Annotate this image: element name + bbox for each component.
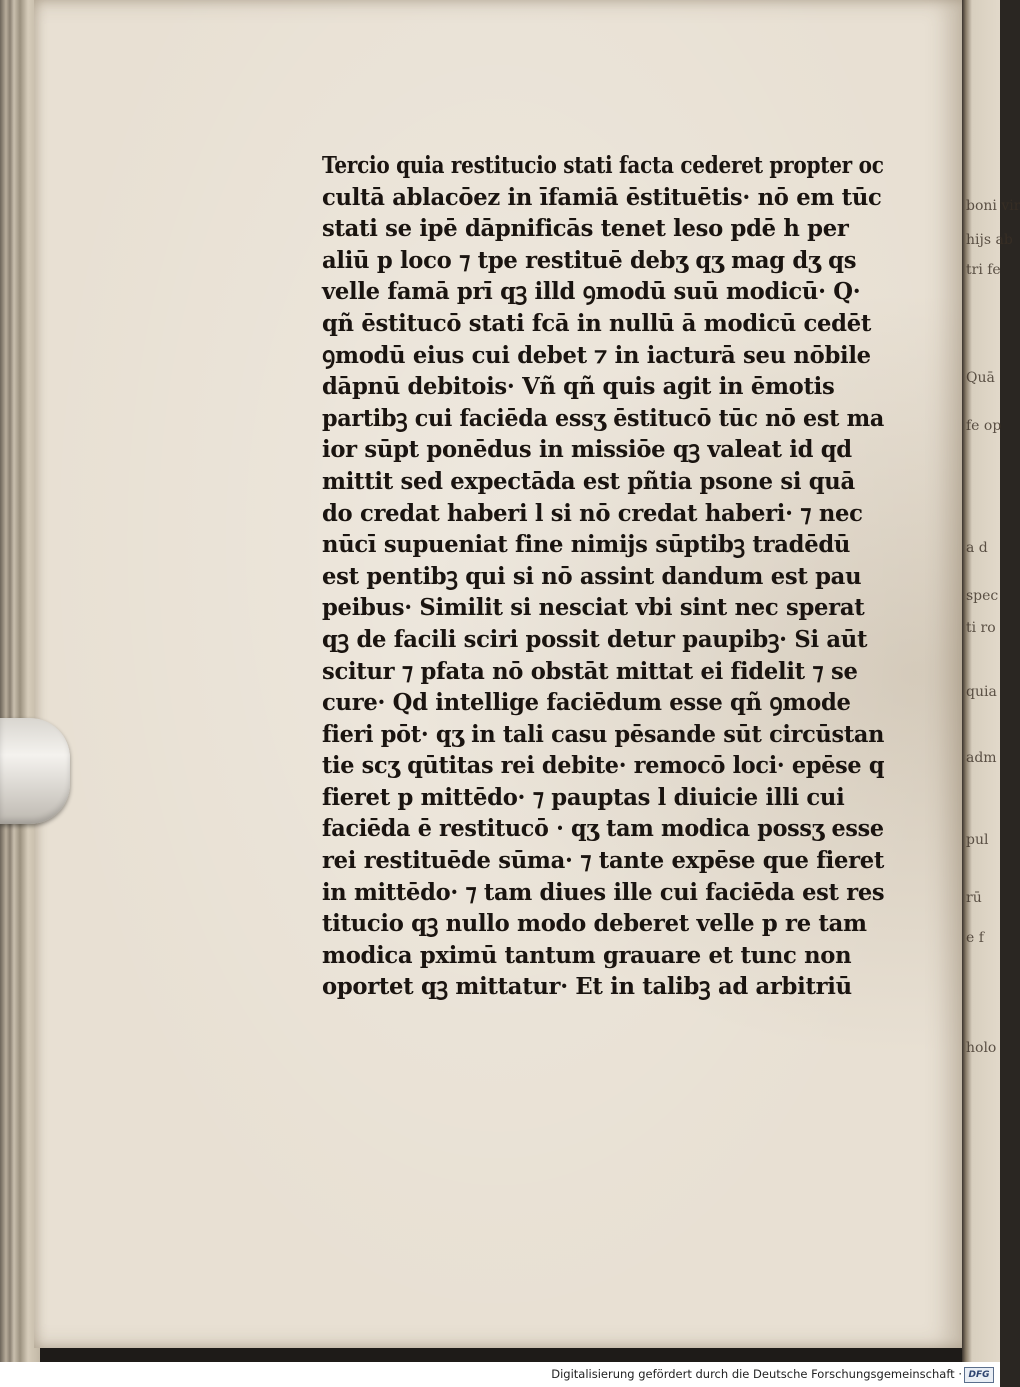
text-line: mittit sed expectāda est pñtia psone si quā: [322, 467, 855, 495]
facing-page-fragment: a d: [966, 540, 988, 556]
facing-page-fragment: quia: [966, 684, 997, 700]
facing-page-fragment: pul: [966, 832, 989, 848]
text-line: fieret p mittēdo· ⁊ pauptas l diuicie illi cui: [322, 783, 845, 811]
facing-page-edge: [962, 0, 1020, 1362]
text-line: modica pximū tantum grauare et tunc non: [322, 941, 852, 969]
facing-page-fragment: spec: [966, 588, 999, 604]
facing-page-fragment: rū: [966, 890, 982, 906]
facing-page-fragment: boni vir: [966, 198, 1020, 214]
text-line: aliū p loco ⁊ tpe restituē debʒ qʒ mag dʒ qs: [322, 246, 857, 274]
facing-page-fragment: ti ro: [966, 620, 996, 636]
facing-page-fragment: tri fe: [966, 262, 1001, 278]
text-line: fieri pōt· qʒ in tali casu pēsande sūt circūstan: [322, 720, 885, 748]
text-line: est pentibꝫ qui si nō assint dandum est pau: [322, 562, 862, 590]
facing-page-fragment: holo: [966, 1040, 997, 1056]
text-line: cultā ablacōez in īfamiā ēstituētis· nō em tūc: [322, 183, 882, 211]
text-line: Tercio quia restitucio stati facta cederet propter oc: [322, 152, 884, 179]
text-line: scitur ⁊ pfata nō obstāt mittat ei fidelit ⁊ se: [322, 657, 858, 685]
text-line: peibus· Similit si nesciat vbi sint nec sperat: [322, 594, 865, 622]
text-line: titucio qꝫ nullo modo deberet velle p re tam: [322, 910, 867, 938]
text-line: rei restituēde sūma· ⁊ tante expēse que fieret: [322, 847, 885, 875]
facing-page-fragment: hijs ab: [966, 232, 1013, 248]
text-line: do credat haberi l si nō credat haberi· ⁊ nec: [322, 499, 863, 527]
text-line: tie scʒ qūtitas rei debite· remocō loci· epēse q: [322, 752, 885, 780]
text-line: qñ ēstitucō stati fcā in nullū ā modicū cedēt: [322, 309, 872, 337]
text-block: [322, 150, 892, 1003]
text-line: partibꝫ cui faciēda essʒ ēstitucō tūc nō est ma: [322, 404, 884, 432]
text-line: qꝫ de facili sciri possit detur paupibꝫ· Si aūt: [322, 625, 868, 653]
dfg-logo-icon: DFG: [964, 1367, 994, 1383]
text-line: dāpnū debitois· Vñ qñ quis agit in ēmotis: [322, 373, 835, 401]
bookmark-tab: [0, 718, 70, 824]
text-line: faciēda ē restitucō · qʒ tam modica possʒ esse: [322, 815, 884, 843]
footer-credit: Digitalisierung gefördert durch die Deutsche Forschungsgemeinschaft ·: [551, 1367, 962, 1381]
text-line: ior sūpt ponēdus in missiōe qꝫ valeat id qd: [322, 436, 852, 464]
facing-page-fragment: Quā: [966, 370, 995, 386]
text-line: cure· Qd intellige faciēdum esse qñ ꝯmode: [322, 689, 851, 717]
text-line: oportet qꝫ mittatur· Et in talibꝫ ad arbitriū: [322, 973, 852, 1001]
text-line: in mittēdo· ⁊ tam diues ille cui faciēda est res: [322, 878, 885, 906]
text-line: velle famā prī qꝫ illd ꝯmodū suū modicū· Q·: [322, 278, 861, 306]
text-line: stati se ipē dāpnificās tenet leso pdē h per: [322, 215, 849, 243]
facing-page-fragment: fe op: [966, 418, 1002, 434]
text-line: ꝯmodū eius cui debet ⁊ in iacturā seu nōbile: [322, 341, 871, 369]
facing-page-fragment: e f: [966, 930, 984, 946]
facing-page-fragment: adm: [966, 750, 997, 766]
text-line: nūcī supueniat fine nimijs sūptibꝫ tradēdū: [322, 531, 851, 559]
footer-bar: [0, 1362, 1000, 1387]
book-page: [34, 0, 962, 1348]
